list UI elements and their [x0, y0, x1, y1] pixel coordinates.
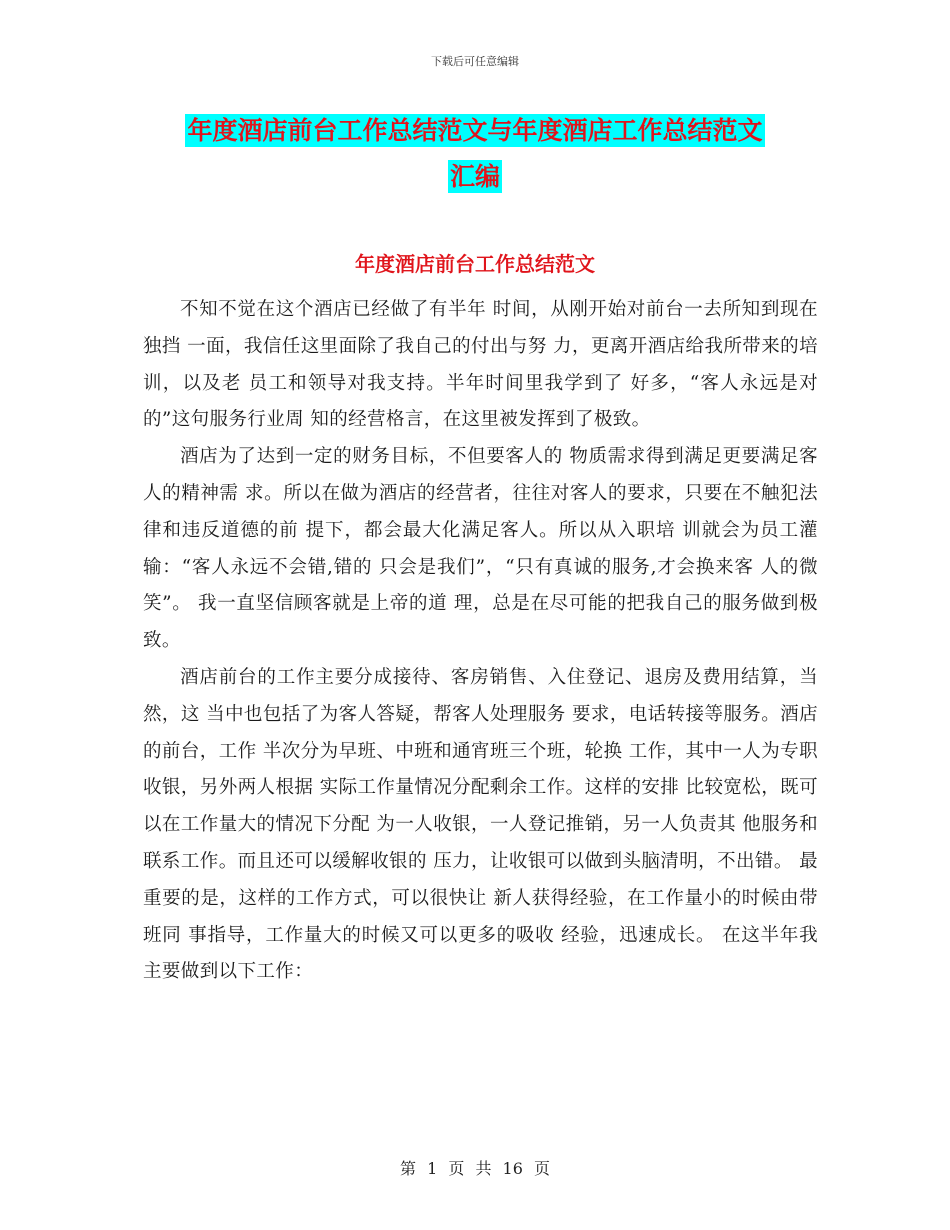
- paragraph: 酒店前台的工作主要分成接待、客房销售、入住登记、退房及费用结算，当然，这 当中也包括了为客人答疑，帮客人处理服务 要求，电话转接等服务。酒店的前台，工作 半次分为早班、中班和通宵班三个班，轮换 工作，其中一人为专职收银，另外两人根据 实际工作量情况分配剩余工作。这样的安排 比较宽松，既可以在工作量大的情况下分配 为一人收银，一人登记推销，另一人负责其 他服务和联系工作。而且还可以缓解收银的 压力，让收银可以做到头脑清明，不出错。 最重要的是，这样的工作方式，可以很快让 新人获得经验，在工作量小的时候由带班同 事指导，工作量大的时候又可以更多的吸收 经验，迅速成长。 在这半年我主要做到以下工作：: [143, 666, 818, 983]
- document-title-line-1: 年度酒店前台工作总结范文与年度酒店工作总结范文: [187, 116, 763, 145]
- section-title: 年度酒店前台工作总结范文: [355, 252, 595, 276]
- page-number: 第 1 页 共 16 页: [400, 1159, 550, 1178]
- paragraph: 酒店为了达到一定的财务目标，不但要客人的 物质需求得到满足更要满足客人的精神需 求。所以在做为酒店的经营者，往往对客人的要求，只要在不触犯法律和违反道德的前 提下，都会最大化满足客人。所以从入职培 训就会为员工灌输：“客人永远不会错,错的 只会是我们”，“只有真诚的服务,才会换来客 人的微笑”。 我一直坚信顾客就是上帝的道 理，总是在尽可能的把我自己的服务做到极 致。: [143, 446, 818, 652]
- document-body: [143, 292, 818, 991]
- header-note: 下载后可任意编辑: [431, 55, 519, 68]
- paragraph: 不知不觉在这个酒店已经做了有半年 时间，从刚开始对前台一去所知到现在独挡 一面，我信任这里面除了我自己的付出与努 力，更离开酒店给我所带来的培训，以及老 员工和领导对我支持。半年时间里我学到了 好多，“客人永远是对的”这句服务行业周 知的经营格言，在这里被发挥到了极致。: [143, 299, 818, 431]
- document-title-line-2: 汇编: [449, 162, 500, 191]
- document-title: [140, 108, 810, 200]
